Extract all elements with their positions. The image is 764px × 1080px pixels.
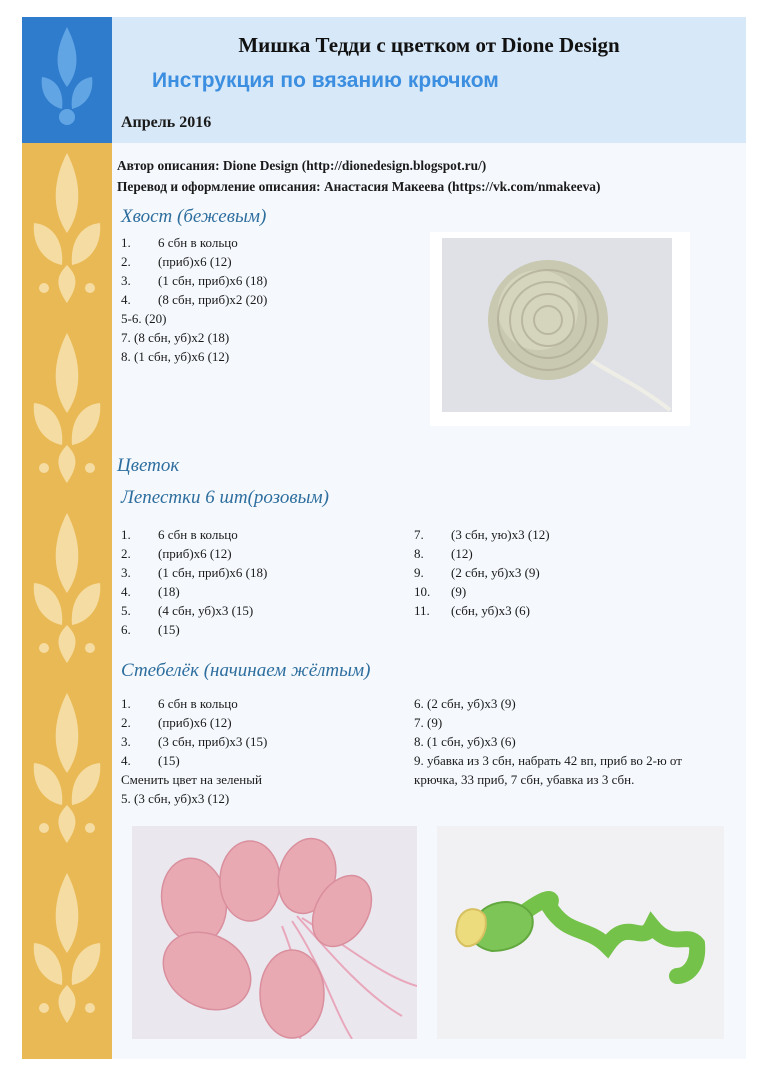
publication-date: Апрель 2016 — [121, 114, 212, 131]
list-item: 7. (9) — [414, 715, 443, 730]
petals-heading: Лепестки 6 шт(розовым) — [121, 487, 329, 508]
credits — [117, 155, 600, 197]
list-item: 7. (8 сбн, уб)х2 (18) — [121, 330, 230, 345]
list-item: 7. (3 сбн, ую)х3 (12) — [414, 527, 550, 542]
list-item: 1. 6 сбн в кольцо — [121, 527, 238, 542]
list-item: 4. (8 сбн, приб)х2 (20) — [121, 292, 268, 307]
flower-heading: Цветок — [117, 455, 180, 476]
sidebar-blue-band — [22, 17, 112, 143]
list-item: 1. 6 сбн в кольцо — [121, 696, 238, 711]
list-item: 1. 6 сбн в кольцо — [121, 235, 238, 250]
list-item: 6. (15) — [121, 622, 180, 637]
tail-pattern-list — [121, 233, 267, 366]
tail-heading: Хвост (бежевым) — [121, 206, 267, 227]
author-credit: Автор описания: Dione Design (http://dionedesign.blogspot.ru/) — [117, 158, 487, 173]
stem-list-left — [121, 694, 267, 808]
change-color-note: Сменить цвет на зеленый — [121, 772, 262, 787]
list-item: 9. убавка из 3 сбн, набрать 42 вп, приб во 2-ю от крючка, 33 приб, 7 сбн, убавка из 3 сбн. — [414, 753, 682, 787]
floral-ornament-icon — [22, 17, 112, 143]
list-item: 2. (приб)х6 (12) — [121, 715, 232, 730]
list-item: 6. (2 сбн, уб)х3 (9) — [414, 696, 516, 711]
list-item: 9. (2 сбн, уб)х3 (9) — [414, 565, 540, 580]
stem-list-right — [414, 694, 704, 789]
translation-credit: Перевод и оформление описания: Анастасия Макеева (https://vk.com/nmakeeva) — [117, 179, 601, 194]
list-item: 5. (4 сбн, уб)х3 (15) — [121, 603, 254, 618]
list-item: 2. (приб)х6 (12) — [121, 254, 232, 269]
list-item: 4. (18) — [121, 584, 180, 599]
list-item: 2. (приб)х6 (12) — [121, 546, 232, 561]
list-item: 3. (1 сбн, приб)х6 (18) — [121, 273, 268, 288]
petals-photo — [132, 826, 417, 1039]
petals-list-left — [121, 525, 267, 639]
list-item: 8. (1 сбн, уб)х6 (12) — [121, 349, 230, 364]
tail-photo — [430, 232, 690, 426]
list-item: 3. (3 сбн, приб)х3 (15) — [121, 734, 268, 749]
list-item: 5-6. (20) — [121, 311, 167, 326]
stem-photo — [437, 826, 724, 1039]
stem-heading: Стебелёк (начинаем жёлтым) — [121, 660, 371, 681]
list-item: 4. (15) — [121, 753, 180, 768]
list-item: 11. (сбн, уб)х3 (6) — [414, 603, 531, 618]
sidebar-gold-band — [22, 143, 112, 1059]
list-item: 5. (3 сбн, уб)х3 (12) — [121, 791, 230, 806]
page-subtitle: Инструкция по вязанию крючком — [152, 69, 499, 92]
list-item: 3. (1 сбн, приб)х6 (18) — [121, 565, 268, 580]
page-title: Мишка Тедди с цветком от Dione Design — [238, 33, 620, 57]
floral-ornament-icon — [22, 143, 112, 1059]
petals-list-right — [414, 525, 550, 620]
list-item: 8. (12) — [414, 546, 473, 561]
list-item: 8. (1 сбн, уб)х3 (6) — [414, 734, 516, 749]
list-item: 10. (9) — [414, 584, 467, 599]
